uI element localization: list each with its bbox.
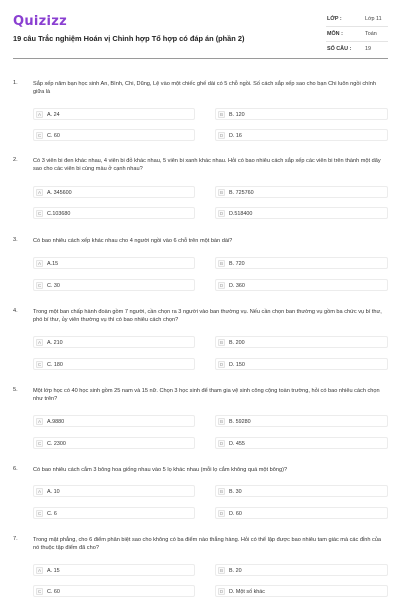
quizizz-logo: Quizizz bbox=[13, 14, 68, 29]
option-letter-badge: A bbox=[37, 340, 42, 345]
option-letter-badge: D bbox=[219, 283, 224, 288]
option-d[interactable] bbox=[215, 129, 388, 141]
option-text: C. 2300 bbox=[47, 440, 66, 447]
option-text: B. 30 bbox=[229, 488, 242, 495]
option-text: C. 6 bbox=[47, 510, 57, 517]
option-letter-badge: B bbox=[219, 112, 224, 117]
option-letter-badge: B bbox=[219, 568, 224, 573]
option-text: A. 15 bbox=[47, 567, 60, 574]
option-c[interactable] bbox=[33, 437, 195, 449]
option-letter-badge: C bbox=[37, 362, 42, 367]
option-text: B. 720 bbox=[229, 260, 245, 267]
option-c[interactable] bbox=[33, 279, 195, 291]
option-text: A.15 bbox=[47, 260, 59, 267]
question-number: 5. bbox=[13, 387, 18, 393]
question-text: Trong một ban chấp hành đoàn gồm 7 người, cần chọn ra 3 người vào ban thường vụ. Nếu cần chọn ban thường vụ gồm ba chức vụ bí thư, phó bí thư, ủy viên thường vụ thì có bao nhiêu cách chọn? bbox=[33, 309, 382, 324]
option-letter-badge: B bbox=[219, 190, 224, 195]
option-a[interactable] bbox=[33, 336, 195, 348]
option-letter-badge: A bbox=[37, 489, 42, 494]
option-b[interactable] bbox=[215, 485, 388, 497]
option-letter-badge: C bbox=[37, 511, 42, 516]
option-text: D. 360 bbox=[229, 282, 245, 289]
option-text: B. 120 bbox=[229, 111, 245, 118]
option-d[interactable] bbox=[215, 437, 388, 449]
option-letter-badge: A bbox=[37, 261, 42, 266]
page-title: 19 câu Trắc nghiệm Hoán vị Chỉnh hợp Tổ hợp có đáp án (phần 2) bbox=[13, 34, 245, 43]
option-text: A.9880 bbox=[47, 418, 65, 425]
option-a[interactable] bbox=[33, 415, 195, 427]
option-letter-badge: D bbox=[219, 441, 224, 446]
option-letter-badge: B bbox=[219, 489, 224, 494]
option-c[interactable] bbox=[33, 358, 195, 370]
option-text: A. 210 bbox=[47, 339, 63, 346]
option-text: C. 60 bbox=[47, 588, 60, 595]
question-text: Một lớp học có 40 học sinh gồm 25 nam và 15 nữ. Chọn 3 học sinh để tham gia vệ sinh công cộng toàn trường, hỏi có bao nhiêu cách chọn như trên? bbox=[33, 388, 380, 403]
option-a[interactable] bbox=[33, 108, 195, 120]
option-a[interactable] bbox=[33, 186, 195, 198]
meta-divider bbox=[326, 41, 388, 42]
question-number: 2. bbox=[13, 157, 18, 163]
option-b[interactable] bbox=[215, 257, 388, 269]
question-number: 4. bbox=[13, 308, 18, 314]
question-text: Có bao nhiêu cách cắm 3 bông hoa giống nhau vào 5 lọ khác nhau (mỗi lọ cắm không quá một bông)? bbox=[33, 467, 288, 473]
question-text: Sắp xếp năm bạn học sinh An, Bình, Chi, Dũng, Lệ vào một chiếc ghế dài có 5 chỗ ngồi. Số cách sắp xếp sao cho bạn Chi luôn ngồi chính giữa là bbox=[33, 81, 376, 96]
option-c[interactable] bbox=[33, 507, 195, 519]
option-letter-badge: D bbox=[219, 362, 224, 367]
option-text: D. Một số khác bbox=[229, 588, 265, 595]
option-letter-badge: B bbox=[219, 419, 224, 424]
question-number: 3. bbox=[13, 237, 18, 243]
option-c[interactable] bbox=[33, 585, 195, 597]
question-text: Có bao nhiêu cách xếp khác nhau cho 4 người ngồi vào 6 chỗ trên một bàn dài? bbox=[33, 238, 233, 244]
option-text: D. 455 bbox=[229, 440, 245, 447]
option-text: C. 180 bbox=[47, 361, 63, 368]
option-letter-badge: A bbox=[37, 568, 42, 573]
option-text: C. 60 bbox=[47, 132, 60, 139]
header-divider bbox=[13, 58, 388, 59]
option-text: D. 16 bbox=[229, 132, 242, 139]
option-d[interactable] bbox=[215, 507, 388, 519]
option-letter-badge: A bbox=[37, 112, 42, 117]
option-c[interactable] bbox=[33, 129, 195, 141]
option-a[interactable] bbox=[33, 485, 195, 497]
option-text: A. 345600 bbox=[47, 189, 72, 196]
option-text: B. 20 bbox=[229, 567, 242, 574]
option-letter-badge: C bbox=[37, 283, 42, 288]
option-letter-badge: B bbox=[219, 340, 224, 345]
option-letter-badge: C bbox=[37, 211, 42, 216]
question-number: 6. bbox=[13, 466, 18, 472]
option-letter-badge: D bbox=[219, 211, 224, 216]
option-text: C. 30 bbox=[47, 282, 60, 289]
option-d[interactable] bbox=[215, 358, 388, 370]
option-b[interactable] bbox=[215, 415, 388, 427]
option-text: D.518400 bbox=[229, 210, 253, 217]
option-b[interactable] bbox=[215, 186, 388, 198]
option-a[interactable] bbox=[33, 257, 195, 269]
question-text: Trong mặt phẳng, cho 6 điểm phân biệt sao cho không có ba điểm nào thẳng hàng. Hỏi có thể lập được bao nhiêu tam giác mà các đỉnh của nó thuộc tập điểm đã cho? bbox=[33, 537, 382, 552]
meta-subject-label: MÔN : bbox=[327, 31, 343, 37]
option-d[interactable] bbox=[215, 207, 388, 219]
option-letter-badge: C bbox=[37, 441, 42, 446]
option-b[interactable] bbox=[215, 336, 388, 348]
option-letter-badge: D bbox=[219, 133, 224, 138]
question-number: 7. bbox=[13, 536, 18, 542]
option-d[interactable] bbox=[215, 279, 388, 291]
option-text: A. 24 bbox=[47, 111, 60, 118]
option-text: B. 59280 bbox=[229, 418, 251, 425]
option-letter-badge: C bbox=[37, 133, 42, 138]
meta-count-label: SỐ CÂU : bbox=[327, 46, 352, 52]
meta-subject-value: Toán bbox=[365, 31, 377, 37]
option-text: B. 200 bbox=[229, 339, 245, 346]
question-text: Có 3 viên bi đen khác nhau, 4 viên bi đỏ khác nhau, 5 viên bi xanh khác nhau. Hỏi có bao nhiêu cách sắp xếp các viên bi trên thành một dãy sao cho các viên bi cùng màu ở cạnh nhau? bbox=[33, 158, 381, 173]
option-text: D. 60 bbox=[229, 510, 242, 517]
meta-divider bbox=[326, 26, 388, 27]
meta-class-label: LỚP : bbox=[327, 16, 342, 22]
option-letter-badge: D bbox=[219, 511, 224, 516]
meta-count-value: 19 bbox=[365, 46, 371, 52]
option-letter-badge: A bbox=[37, 190, 42, 195]
option-letter-badge: C bbox=[37, 589, 42, 594]
meta-class-value: Lớp 11 bbox=[365, 16, 382, 22]
option-text: B. 725760 bbox=[229, 189, 254, 196]
option-d[interactable] bbox=[215, 585, 388, 597]
question-number: 1. bbox=[13, 80, 18, 86]
option-letter-badge: D bbox=[219, 589, 224, 594]
option-b[interactable] bbox=[215, 564, 388, 576]
option-text: D. 150 bbox=[229, 361, 245, 368]
option-letter-badge: A bbox=[37, 419, 42, 424]
option-b[interactable] bbox=[215, 108, 388, 120]
option-letter-badge: B bbox=[219, 261, 224, 266]
option-text: A. 10 bbox=[47, 488, 60, 495]
option-a[interactable] bbox=[33, 564, 195, 576]
option-text: C.103680 bbox=[47, 210, 71, 217]
option-c[interactable] bbox=[33, 207, 195, 219]
